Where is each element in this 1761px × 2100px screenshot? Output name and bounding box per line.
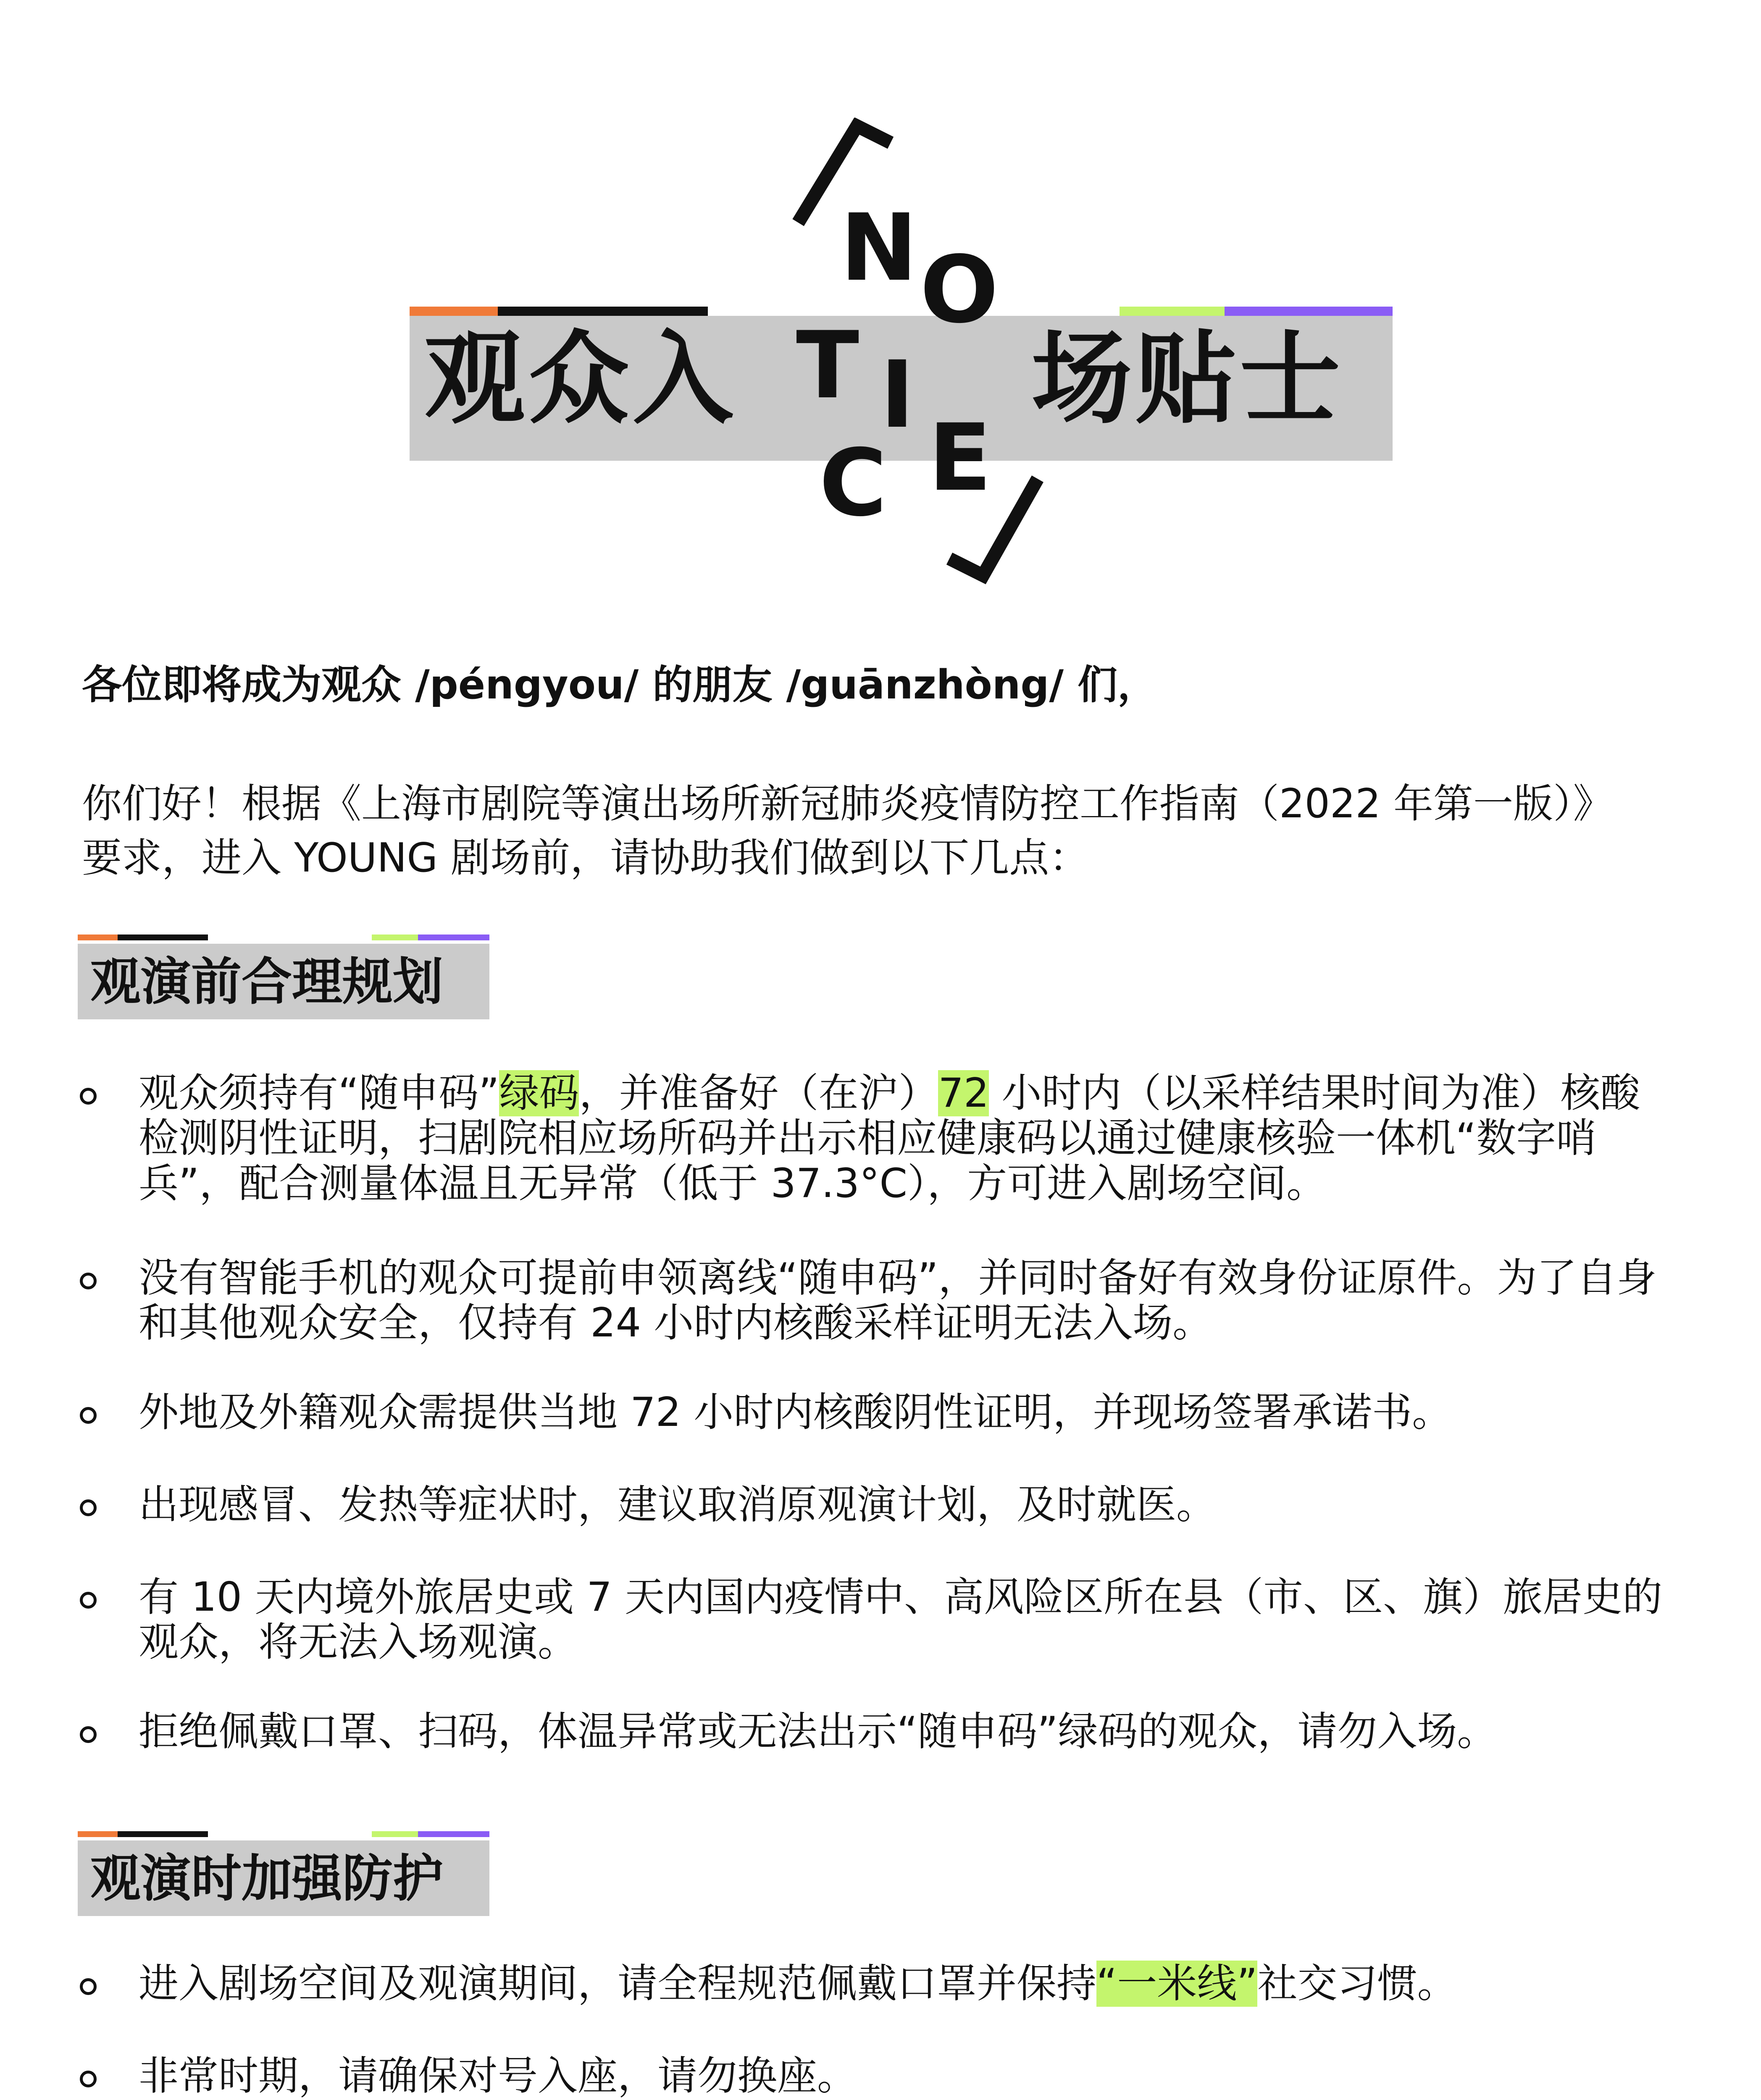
bullet-icon — [80, 1407, 97, 1424]
section-bar-orange — [78, 934, 118, 940]
section-title: 观演前合理规划 — [90, 953, 443, 1011]
section-bar-purple — [418, 934, 489, 940]
bullet-icon — [80, 1978, 97, 1995]
list-item — [139, 1071, 1672, 1206]
accent-bar-black — [498, 307, 708, 316]
list-item: 非常时期，请确保对号入座，请勿换座。 — [139, 2053, 857, 2099]
section-bar-orange — [78, 1831, 118, 1837]
notice-letter-t: T — [796, 312, 859, 419]
item-text: 社交习惯。 — [1257, 1961, 1457, 2007]
highlight-green-code: 绿码 — [499, 1070, 579, 1116]
accent-bar-orange — [410, 307, 498, 316]
section-bar-black — [118, 934, 208, 940]
title-right: 场贴士 — [1031, 320, 1344, 438]
accent-bar-green — [1120, 307, 1225, 316]
item-text: ，并准备好（在沪） — [579, 1070, 938, 1116]
item-text: 进入剧场空间及观演期间，请全程规范佩戴口罩并保持 — [139, 1961, 1097, 2007]
section-bar-black — [118, 1831, 208, 1837]
list-item — [139, 1961, 1672, 2006]
list-item: 外地及外籍观众需提供当地 72 小时内核酸阴性证明，并现场签署承诺书。 — [139, 1389, 1452, 1436]
item-text: 观众须持有“随申码” — [139, 1070, 499, 1116]
section-bar-green — [372, 934, 418, 940]
bullet-icon — [80, 2071, 97, 2087]
title-left: 观众入 — [424, 320, 737, 438]
notice-letter-c: C — [819, 429, 887, 537]
bullet-icon — [80, 1726, 97, 1743]
notice-letter-i: I — [880, 341, 915, 449]
notice-letter-o: O — [920, 236, 999, 344]
accent-bar-purple — [1225, 307, 1393, 316]
bullet-icon — [80, 1088, 97, 1105]
section-title: 观演时加强防护 — [90, 1850, 443, 1908]
greeting: 各位即将成为观众 /péngyou/ 的朋友 /guānzhòng/ 们， — [82, 662, 1158, 708]
item-text: 小时内（以采样结果时间为准）核酸检测阴性证明，扫剧院相应场所码并出示相应健康码以通过健康核验一体机“数字哨兵”，配合测量体温且无异常（低于 37.3°C），方可进入剧场空间。 — [139, 1070, 1640, 1207]
bullet-icon — [80, 1499, 97, 1516]
notice-letter-e: E — [928, 404, 992, 512]
list-item: 出现感冒、发热等症状时，建议取消原观演计划，及时就医。 — [139, 1482, 1217, 1528]
intro-line-1: 你们好！根据《上海市剧院等演出场所新冠肺炎疫情防控工作指南（2022 年第一版）》 — [82, 781, 1613, 827]
bullet-icon — [80, 1273, 97, 1289]
list-item: 没有智能手机的观众可提前申领离线“随申码”，并同时备好有效身份证原件。为了自身和其他观众安全，仅持有 24 小时内核酸采样证明无法入场。 — [139, 1255, 1657, 1347]
section-heading-1 — [78, 934, 489, 1010]
section-bar-purple — [418, 1831, 489, 1837]
highlight-one-meter: “一米线” — [1096, 1961, 1258, 2007]
list-item: 拒绝佩戴口罩、扫码，体温异常或无法出示“随申码”绿码的观众，请勿入场。 — [139, 1709, 1497, 1755]
highlight-72: 72 — [938, 1070, 989, 1116]
section-bar-green — [372, 1831, 418, 1837]
list-item: 有 10 天内境外旅居史或 7 天内国内疫情中、高风险区所在县（市、区、旗）旅居史的观众，将无法入场观演。 — [139, 1574, 1663, 1666]
bullet-icon — [80, 1592, 97, 1609]
section-heading-2 — [78, 1831, 489, 1907]
intro-line-2: 要求，进入 YOUNG 剧场前，请协助我们做到以下几点： — [82, 835, 1089, 882]
notice-letter-n: N — [840, 194, 918, 302]
intro-paragraph — [82, 777, 1708, 885]
